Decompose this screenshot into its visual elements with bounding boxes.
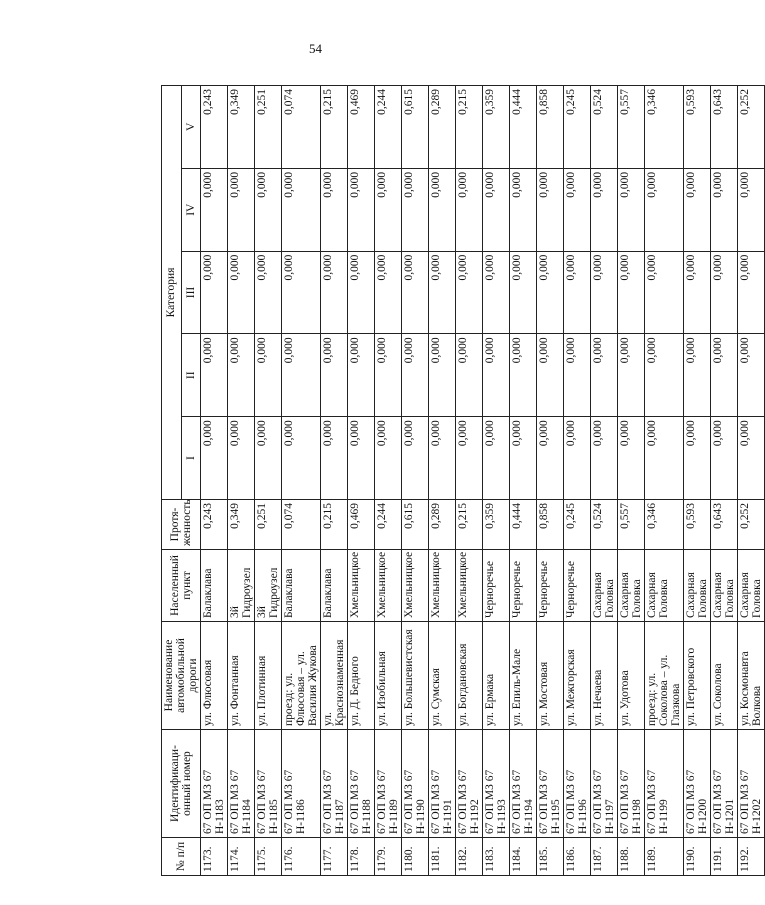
table-row — [591, 85, 618, 875]
cell-locality: Черноречье — [510, 550, 537, 622]
table-row — [618, 85, 645, 875]
header-cat-4: IV — [181, 168, 201, 251]
cell-cat-5: 0,251 — [255, 85, 282, 168]
cell-cat-3: 0,000 — [201, 251, 228, 334]
cell-length: 0,524 — [591, 500, 618, 550]
cell-cat-4: 0,000 — [591, 168, 618, 251]
cell-name: ул. Большевистская — [402, 622, 429, 730]
cell-cat-1: 0,000 — [348, 417, 375, 500]
table-row — [510, 85, 537, 875]
cell-id: 67 ОП МЗ 67 Н-1189 — [375, 730, 402, 838]
cell-locality: Балаклава — [282, 550, 321, 622]
cell-name: ул. Епиль-Мале — [510, 622, 537, 730]
cell-name: ул. Удотова — [618, 622, 645, 730]
cell-name: ул. Флюсовая — [201, 622, 228, 730]
cell-locality: 3й Гидроузел — [255, 550, 282, 622]
cell-no: 1176. — [282, 838, 321, 876]
cell-cat-4: 0,000 — [282, 168, 321, 251]
cell-no: 1180. — [402, 838, 429, 876]
header-name: Наименование автомобильной дороги — [162, 622, 201, 730]
cell-locality: Хмельницкое — [402, 550, 429, 622]
cell-cat-4: 0,000 — [456, 168, 483, 251]
road-registry-table — [161, 85, 765, 876]
cell-cat-5: 0,643 — [711, 85, 738, 168]
cell-length: 0,251 — [255, 500, 282, 550]
cell-cat-2: 0,000 — [591, 334, 618, 417]
cell-name: ул. Нечаева — [591, 622, 618, 730]
cell-locality: Балаклава — [321, 550, 348, 622]
cell-cat-3: 0,000 — [228, 251, 255, 334]
table-row — [564, 85, 591, 875]
cell-cat-2: 0,000 — [711, 334, 738, 417]
cell-cat-5: 0,524 — [591, 85, 618, 168]
cell-id: 67 ОП МЗ 67 Н-1188 — [348, 730, 375, 838]
cell-cat-1: 0,000 — [375, 417, 402, 500]
cell-name: ул. Д. Бедного — [348, 622, 375, 730]
cell-cat-5: 0,557 — [618, 85, 645, 168]
cell-cat-4: 0,000 — [483, 168, 510, 251]
cell-locality: Сахарная Головка — [618, 550, 645, 622]
cell-cat-3: 0,000 — [321, 251, 348, 334]
cell-cat-4: 0,000 — [375, 168, 402, 251]
header-cat-3: III — [181, 251, 201, 334]
table-row — [738, 85, 765, 875]
rotated-table-wrapper — [161, 86, 763, 876]
cell-locality: Сахарная Головка — [711, 550, 738, 622]
cell-name: ул. Соколова — [711, 622, 738, 730]
table-row — [201, 85, 228, 875]
cell-name: проезд: ул. Соколова – ул. Глазкова — [645, 622, 684, 730]
header-category: Категория — [162, 85, 182, 499]
cell-cat-3: 0,000 — [684, 251, 711, 334]
cell-cat-3: 0,000 — [711, 251, 738, 334]
cell-cat-3: 0,000 — [282, 251, 321, 334]
cell-cat-5: 0,289 — [429, 85, 456, 168]
header-locality: Населенный пункт — [162, 550, 201, 622]
cell-cat-5: 0,245 — [564, 85, 591, 168]
cell-cat-5: 0,593 — [684, 85, 711, 168]
cell-cat-1: 0,000 — [537, 417, 564, 500]
cell-no: 1173. — [201, 838, 228, 876]
cell-no: 1183. — [483, 838, 510, 876]
cell-name: ул. Краснознаменная — [321, 622, 348, 730]
cell-cat-4: 0,000 — [684, 168, 711, 251]
cell-id: 67 ОП МЗ 67 Н-1195 — [537, 730, 564, 838]
cell-cat-4: 0,000 — [537, 168, 564, 251]
cell-id: 67 ОП МЗ 67 Н-1192 — [456, 730, 483, 838]
cell-id: 67 ОП МЗ 67 Н-1198 — [618, 730, 645, 838]
header-length: Протя- женность — [162, 500, 201, 550]
cell-length: 0,593 — [684, 500, 711, 550]
cell-name: ул. Изобильная — [375, 622, 402, 730]
cell-no: 1179. — [375, 838, 402, 876]
cell-id: 67 ОП МЗ 67 Н-1200 — [684, 730, 711, 838]
cell-cat-5: 0,444 — [510, 85, 537, 168]
cell-length: 0,252 — [738, 500, 765, 550]
cell-name: проезд: ул. Флюсовая – ул. Василия Жукова — [282, 622, 321, 730]
table-row — [321, 85, 348, 875]
cell-id: 67 ОП МЗ 67 Н-1202 — [738, 730, 765, 838]
cell-cat-3: 0,000 — [591, 251, 618, 334]
cell-no: 1192. — [738, 838, 765, 876]
cell-cat-2: 0,000 — [618, 334, 645, 417]
cell-length: 0,557 — [618, 500, 645, 550]
cell-cat-2: 0,000 — [228, 334, 255, 417]
table-row — [255, 85, 282, 875]
cell-length: 0,243 — [201, 500, 228, 550]
cell-cat-5: 0,359 — [483, 85, 510, 168]
table-row — [483, 85, 510, 875]
cell-length: 0,346 — [645, 500, 684, 550]
table-row — [711, 85, 738, 875]
cell-no: 1184. — [510, 838, 537, 876]
cell-id: 67 ОП МЗ 67 Н-1201 — [711, 730, 738, 838]
cell-locality: Черноречье — [537, 550, 564, 622]
cell-cat-3: 0,000 — [537, 251, 564, 334]
cell-no: 1189. — [645, 838, 684, 876]
cell-length: 0,349 — [228, 500, 255, 550]
table-row — [456, 85, 483, 875]
cell-locality: Хмельницкое — [348, 550, 375, 622]
cell-length: 0,244 — [375, 500, 402, 550]
table-row — [228, 85, 255, 875]
cell-cat-1: 0,000 — [456, 417, 483, 500]
cell-no: 1188. — [618, 838, 645, 876]
cell-cat-1: 0,000 — [510, 417, 537, 500]
cell-cat-4: 0,000 — [228, 168, 255, 251]
cell-cat-3: 0,000 — [645, 251, 684, 334]
cell-locality: 3й Гидроузел — [228, 550, 255, 622]
cell-cat-1: 0,000 — [282, 417, 321, 500]
cell-cat-4: 0,000 — [564, 168, 591, 251]
cell-cat-3: 0,000 — [738, 251, 765, 334]
cell-locality: Сахарная Головка — [684, 550, 711, 622]
cell-cat-4: 0,000 — [510, 168, 537, 251]
cell-cat-4: 0,000 — [618, 168, 645, 251]
cell-cat-2: 0,000 — [429, 334, 456, 417]
cell-cat-3: 0,000 — [402, 251, 429, 334]
cell-cat-5: 0,615 — [402, 85, 429, 168]
cell-no: 1191. — [711, 838, 738, 876]
cell-locality: Хмельницкое — [375, 550, 402, 622]
cell-cat-3: 0,000 — [483, 251, 510, 334]
cell-cat-4: 0,000 — [348, 168, 375, 251]
cell-cat-3: 0,000 — [348, 251, 375, 334]
header-no: № п/п — [162, 838, 201, 876]
cell-cat-2: 0,000 — [375, 334, 402, 417]
cell-cat-1: 0,000 — [591, 417, 618, 500]
table-row — [375, 85, 402, 875]
cell-no: 1178. — [348, 838, 375, 876]
cell-id: 67 ОП МЗ 67 Н-1184 — [228, 730, 255, 838]
cell-cat-1: 0,000 — [201, 417, 228, 500]
cell-length: 0,289 — [429, 500, 456, 550]
cell-cat-2: 0,000 — [402, 334, 429, 417]
cell-length: 0,469 — [348, 500, 375, 550]
cell-id: 67 ОП МЗ 67 Н-1193 — [483, 730, 510, 838]
cell-name: ул. Фонтанная — [228, 622, 255, 730]
cell-id: 67 ОП МЗ 67 Н-1186 — [282, 730, 321, 838]
cell-cat-1: 0,000 — [429, 417, 456, 500]
cell-name: ул. Космонавта Волкова — [738, 622, 765, 730]
cell-cat-3: 0,000 — [429, 251, 456, 334]
cell-cat-1: 0,000 — [483, 417, 510, 500]
cell-no: 1182. — [456, 838, 483, 876]
cell-cat-1: 0,000 — [228, 417, 255, 500]
cell-id: 67 ОП МЗ 67 Н-1185 — [255, 730, 282, 838]
cell-locality: Сахарная Головка — [591, 550, 618, 622]
cell-cat-2: 0,000 — [255, 334, 282, 417]
cell-cat-5: 0,215 — [456, 85, 483, 168]
cell-length: 0,359 — [483, 500, 510, 550]
cell-cat-2: 0,000 — [645, 334, 684, 417]
cell-no: 1177. — [321, 838, 348, 876]
cell-length: 0,215 — [321, 500, 348, 550]
cell-length: 0,245 — [564, 500, 591, 550]
cell-name: ул. Мостовая — [537, 622, 564, 730]
cell-cat-2: 0,000 — [483, 334, 510, 417]
cell-cat-4: 0,000 — [711, 168, 738, 251]
cell-length: 0,074 — [282, 500, 321, 550]
cell-name: ул. Богдановская — [456, 622, 483, 730]
cell-cat-2: 0,000 — [282, 334, 321, 417]
cell-length: 0,643 — [711, 500, 738, 550]
cell-length: 0,615 — [402, 500, 429, 550]
cell-locality: Черноречье — [564, 550, 591, 622]
cell-cat-4: 0,000 — [738, 168, 765, 251]
cell-cat-4: 0,000 — [321, 168, 348, 251]
cell-cat-3: 0,000 — [255, 251, 282, 334]
cell-locality: Хмельницкое — [429, 550, 456, 622]
table-body — [201, 85, 765, 875]
cell-cat-2: 0,000 — [537, 334, 564, 417]
cell-cat-2: 0,000 — [456, 334, 483, 417]
cell-cat-3: 0,000 — [618, 251, 645, 334]
cell-cat-2: 0,000 — [564, 334, 591, 417]
cell-locality: Хмельницкое — [456, 550, 483, 622]
cell-no: 1190. — [684, 838, 711, 876]
cell-cat-3: 0,000 — [456, 251, 483, 334]
cell-cat-4: 0,000 — [201, 168, 228, 251]
table-row — [402, 85, 429, 875]
cell-no: 1181. — [429, 838, 456, 876]
cell-id: 67 ОП МЗ 67 Н-1199 — [645, 730, 684, 838]
table-row — [684, 85, 711, 875]
cell-cat-2: 0,000 — [321, 334, 348, 417]
cell-name: ул. Плотинная — [255, 622, 282, 730]
cell-name: ул. Сумская — [429, 622, 456, 730]
cell-name: ул. Межгорская — [564, 622, 591, 730]
cell-no: 1187. — [591, 838, 618, 876]
cell-cat-5: 0,074 — [282, 85, 321, 168]
cell-id: 67 ОП МЗ 67 Н-1183 — [201, 730, 228, 838]
cell-cat-5: 0,349 — [228, 85, 255, 168]
cell-cat-2: 0,000 — [510, 334, 537, 417]
page-number: 54 — [309, 41, 322, 56]
cell-cat-1: 0,000 — [738, 417, 765, 500]
cell-cat-1: 0,000 — [321, 417, 348, 500]
cell-length: 0,215 — [456, 500, 483, 550]
cell-length: 0,858 — [537, 500, 564, 550]
table-row — [282, 85, 321, 875]
header-cat-1: I — [181, 417, 201, 500]
cell-no: 1175. — [255, 838, 282, 876]
cell-cat-4: 0,000 — [429, 168, 456, 251]
cell-cat-1: 0,000 — [255, 417, 282, 500]
header-cat-5: V — [181, 85, 201, 168]
cell-no: 1185. — [537, 838, 564, 876]
cell-name: ул. Петровского — [684, 622, 711, 730]
cell-length: 0,444 — [510, 500, 537, 550]
cell-id: 67 ОП МЗ 67 Н-1191 — [429, 730, 456, 838]
cell-cat-1: 0,000 — [684, 417, 711, 500]
table-row — [537, 85, 564, 875]
cell-cat-1: 0,000 — [402, 417, 429, 500]
cell-cat-1: 0,000 — [618, 417, 645, 500]
cell-cat-2: 0,000 — [738, 334, 765, 417]
cell-locality: Сахарная Головка — [645, 550, 684, 622]
table-row — [348, 85, 375, 875]
header-id: Идентификаци- онный номер — [162, 730, 201, 838]
cell-locality: Черноречье — [483, 550, 510, 622]
cell-id: 67 ОП МЗ 67 Н-1187 — [321, 730, 348, 838]
cell-cat-5: 0,469 — [348, 85, 375, 168]
cell-cat-4: 0,000 — [402, 168, 429, 251]
header-row — [162, 85, 182, 875]
cell-cat-5: 0,215 — [321, 85, 348, 168]
cell-no: 1186. — [564, 838, 591, 876]
cell-locality: Сахарная Головка — [738, 550, 765, 622]
cell-id: 67 ОП МЗ 67 Н-1196 — [564, 730, 591, 838]
cell-cat-5: 0,244 — [375, 85, 402, 168]
cell-cat-1: 0,000 — [645, 417, 684, 500]
cell-cat-1: 0,000 — [564, 417, 591, 500]
cell-id: 67 ОП МЗ 67 Н-1194 — [510, 730, 537, 838]
cell-cat-3: 0,000 — [564, 251, 591, 334]
cell-cat-3: 0,000 — [375, 251, 402, 334]
cell-name: ул. Ермака — [483, 622, 510, 730]
cell-cat-4: 0,000 — [255, 168, 282, 251]
cell-cat-3: 0,000 — [510, 251, 537, 334]
cell-cat-5: 0,243 — [201, 85, 228, 168]
cell-id: 67 ОП МЗ 67 Н-1190 — [402, 730, 429, 838]
cell-cat-1: 0,000 — [711, 417, 738, 500]
cell-cat-5: 0,858 — [537, 85, 564, 168]
cell-cat-5: 0,346 — [645, 85, 684, 168]
header-cat-2: II — [181, 334, 201, 417]
cell-cat-4: 0,000 — [645, 168, 684, 251]
table-row — [645, 85, 684, 875]
cell-cat-2: 0,000 — [684, 334, 711, 417]
cell-cat-2: 0,000 — [348, 334, 375, 417]
cell-locality: Балаклава — [201, 550, 228, 622]
cell-no: 1174. — [228, 838, 255, 876]
cell-cat-2: 0,000 — [201, 334, 228, 417]
table-row — [429, 85, 456, 875]
cell-id: 67 ОП МЗ 67 Н-1197 — [591, 730, 618, 838]
cell-cat-5: 0,252 — [738, 85, 765, 168]
